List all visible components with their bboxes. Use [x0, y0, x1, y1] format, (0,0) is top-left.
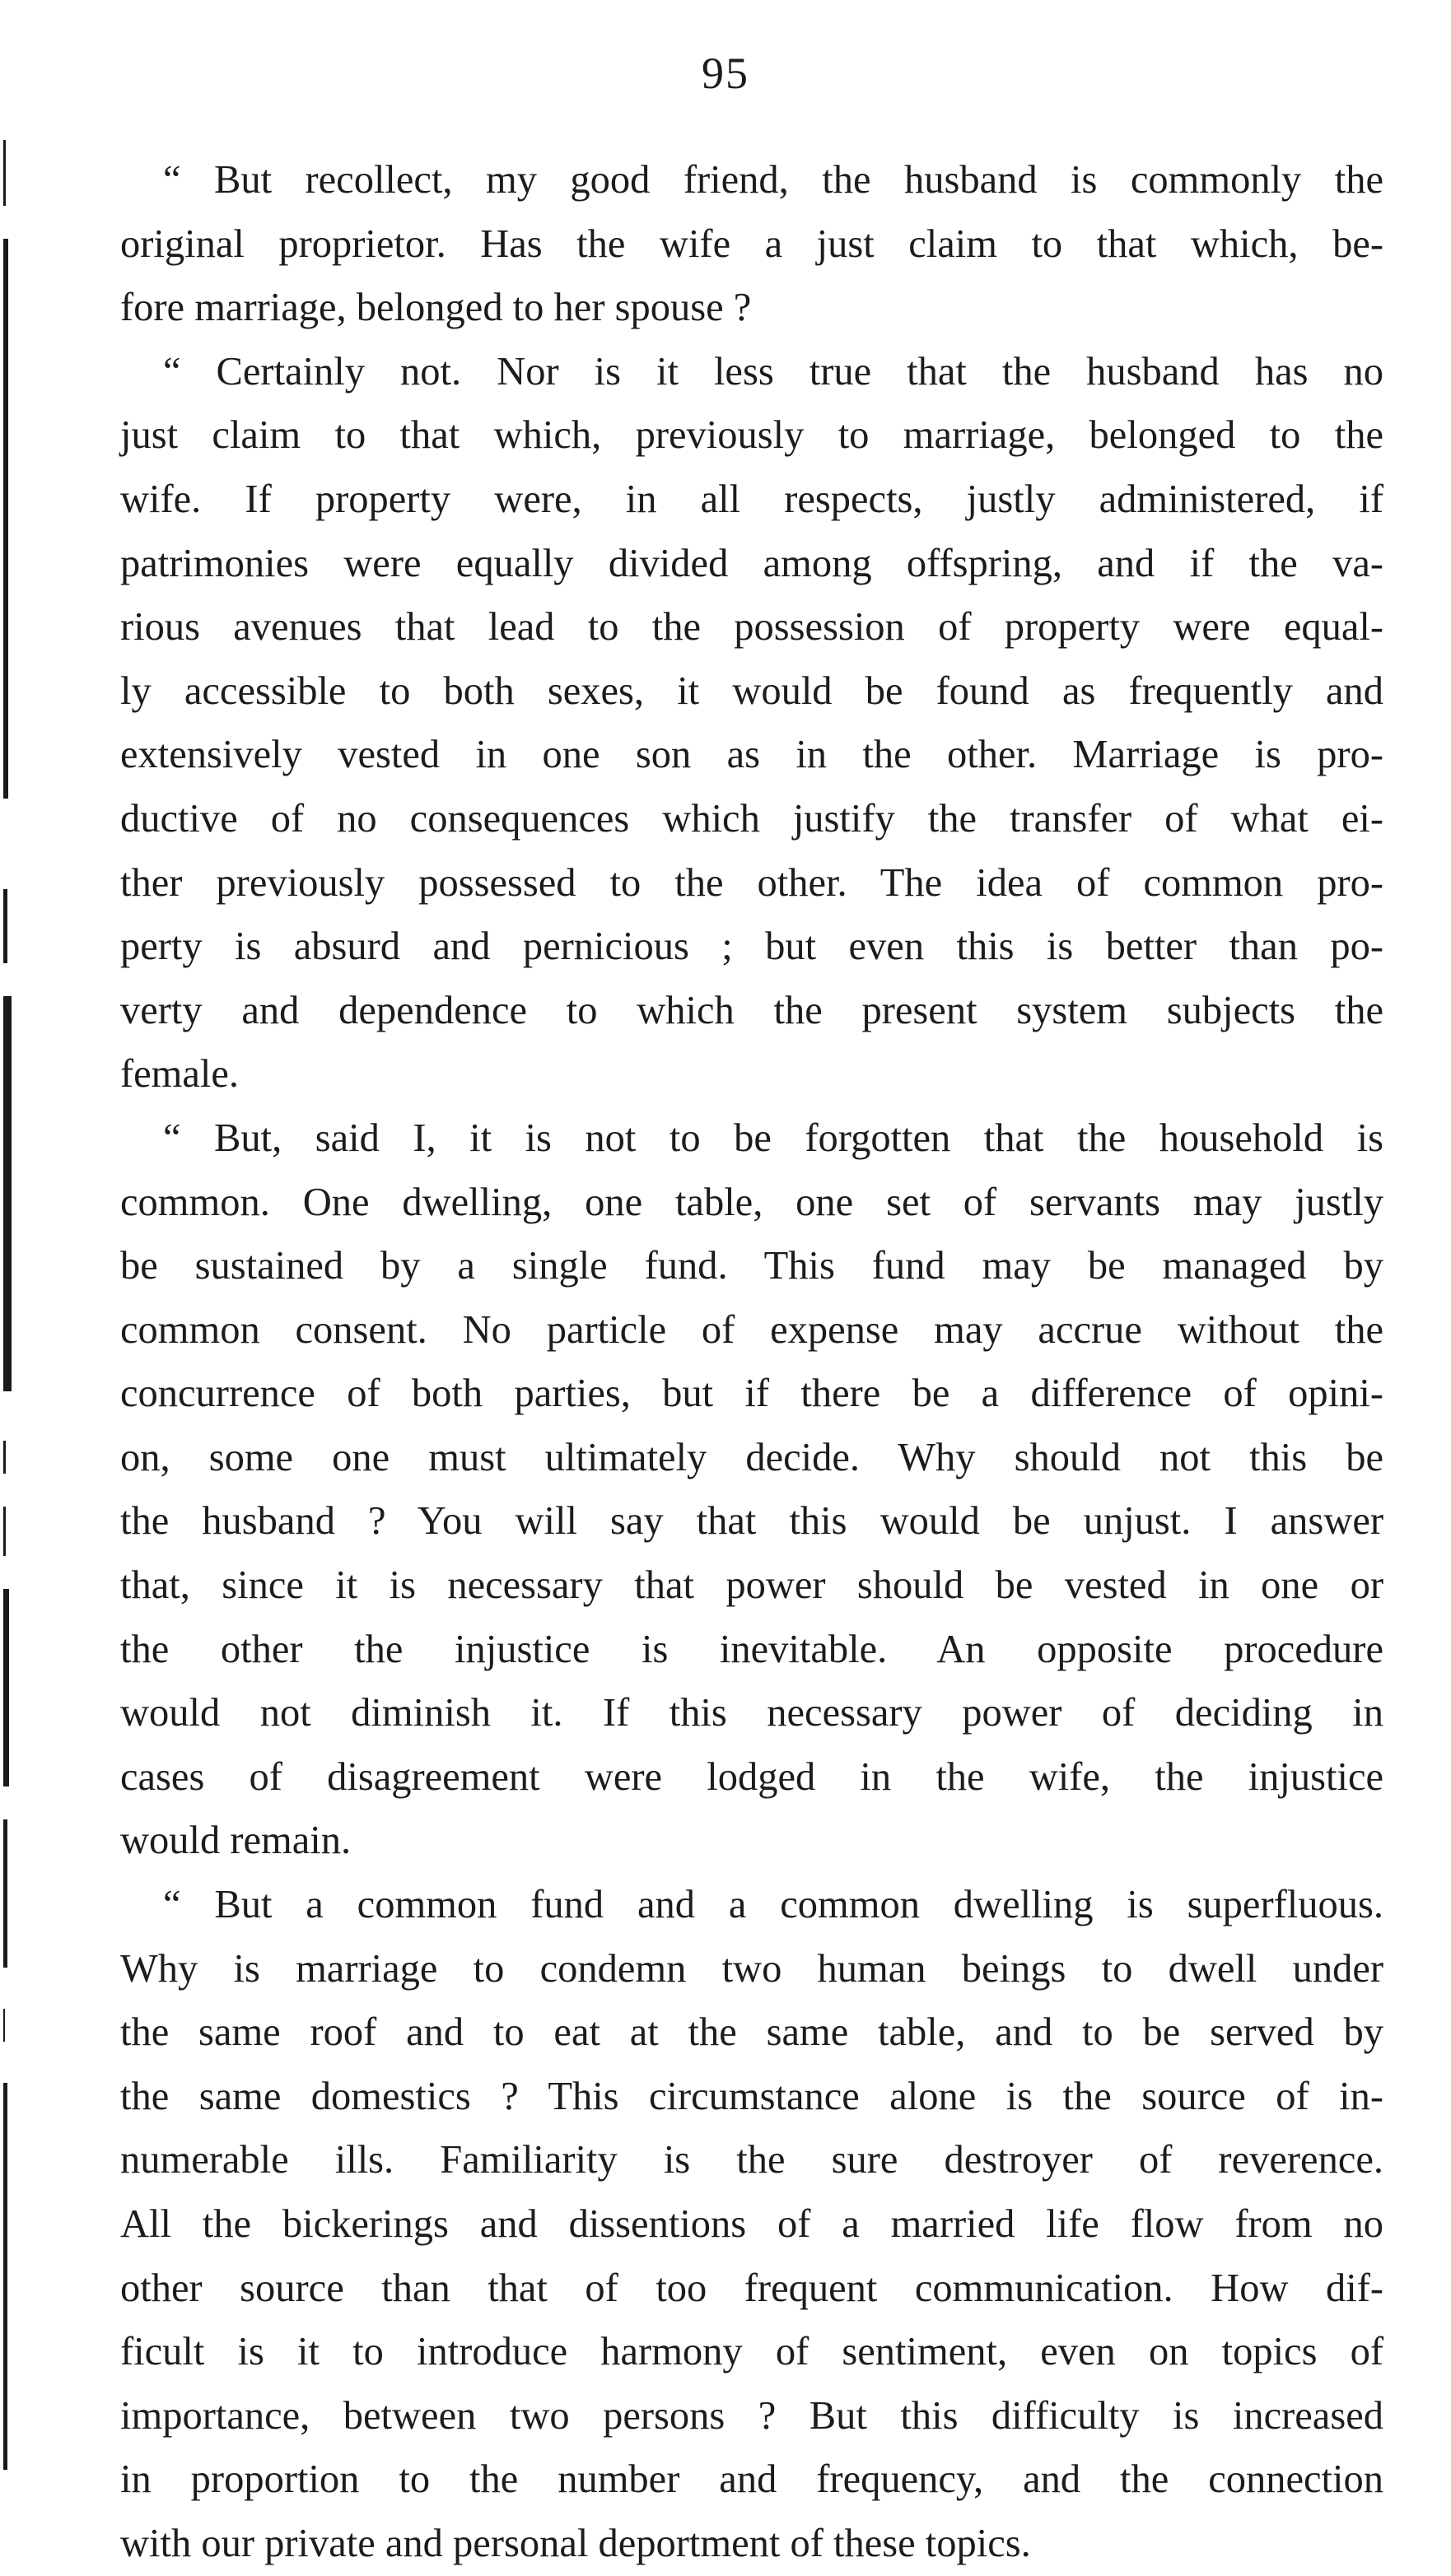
text-line: ductive of no consequences which justify the transfer of what ei-	[120, 796, 1383, 841]
text-line: the same roof and to eat at the same table, and to be served by	[120, 2010, 1383, 2055]
text-line: Why is marriage to condemn two human beings to dwell under	[120, 1946, 1383, 1991]
text-line: numerable ills. Familiarity is the sure destroyer of reverence.	[120, 2138, 1383, 2182]
text-line: concurrence of both parties, but if there be a difference of opini-	[120, 1372, 1383, 1416]
text-line: ly accessible to both sexes, it would be found as frequently and	[120, 668, 1383, 713]
text-line: that, since it is necessary that power should be vested in one or	[120, 1563, 1383, 1608]
text-line: common consent. No particle of expense may accrue without the	[120, 1307, 1383, 1352]
text-line: “ But recollect, my good friend, the husband is commonly the	[163, 158, 1383, 202]
text-line: ther previously possessed to the other. The idea of common pro-	[120, 860, 1383, 905]
text-line: “ But a common fund and a common dwelling is superfluous.	[163, 1883, 1383, 1927]
text-line: the other the injustice is inevitable. An opposite procedure	[120, 1627, 1383, 1671]
text-line: would remain.	[120, 1819, 352, 1863]
text-line: “ But, said I, it is not to be forgotten that the household is	[163, 1116, 1383, 1160]
text-line: with our private and personal deportment of these topics.	[120, 2521, 1031, 2565]
text-line: patrimonies were equally divided among offspring, and if the va-	[120, 541, 1383, 585]
text-line: verty and dependence to which the present system subjects the	[120, 988, 1383, 1032]
text-line: other source than that of too frequent communication. How dif-	[120, 2266, 1383, 2310]
text-line: fore marriage, belonged to her spouse ?	[120, 286, 752, 330]
text-line: on, some one must ultimately decide. Why should not this be	[120, 1435, 1383, 1479]
text-line: cases of disagreement were lodged in the wife, the injustice	[120, 1754, 1383, 1799]
text-line: just claim to that which, previously to marriage, belonged to the	[120, 413, 1383, 458]
text-line: importance, between two persons ? But this difficulty is increased	[120, 2393, 1383, 2438]
text-line: would not diminish it. If this necessary power of deciding in	[120, 1691, 1383, 1735]
binding-edge-shadow	[0, 123, 12, 2470]
text-line: wife. If property were, in all respects, justly administered, if	[120, 477, 1383, 521]
text-line: extensively vested in one son as in the other. Marriage is pro-	[120, 733, 1383, 777]
text-line: in proportion to the number and frequency, and the connection	[120, 2457, 1383, 2502]
text-line: female.	[120, 1052, 240, 1097]
text-line: “ Certainly not. Nor is it less true that the husband has no	[163, 349, 1383, 394]
text-line: the same domestics ? This circumstance alone is the source of in-	[120, 2074, 1383, 2118]
paragraph	[120, 148, 1383, 340]
text-line: original proprietor. Has the wife a just claim to that which, be-	[120, 221, 1383, 266]
text-line: All the bickerings and dissentions of a married life flow from no	[120, 2202, 1383, 2246]
text-line: ficult is it to introduce harmony of sentiment, even on topics of	[120, 2330, 1383, 2374]
text-line: rious avenues that lead to the possession of property were equal-	[120, 605, 1383, 650]
text-line: perty is absurd and pernicious ; but even this is better than po-	[120, 925, 1383, 969]
body-text	[120, 148, 1383, 2576]
page-number: 95	[702, 49, 749, 98]
text-line: be sustained by a single fund. This fund may be managed by	[120, 1244, 1383, 1288]
paragraph	[120, 340, 1383, 1106]
text-line: the husband ? You will say that this would be unjust. I answer	[120, 1499, 1383, 1544]
text-line: common. One dwelling, one table, one set of servants may justly	[120, 1180, 1383, 1224]
paragraph	[120, 1106, 1383, 1873]
paragraph	[120, 1873, 1383, 2576]
